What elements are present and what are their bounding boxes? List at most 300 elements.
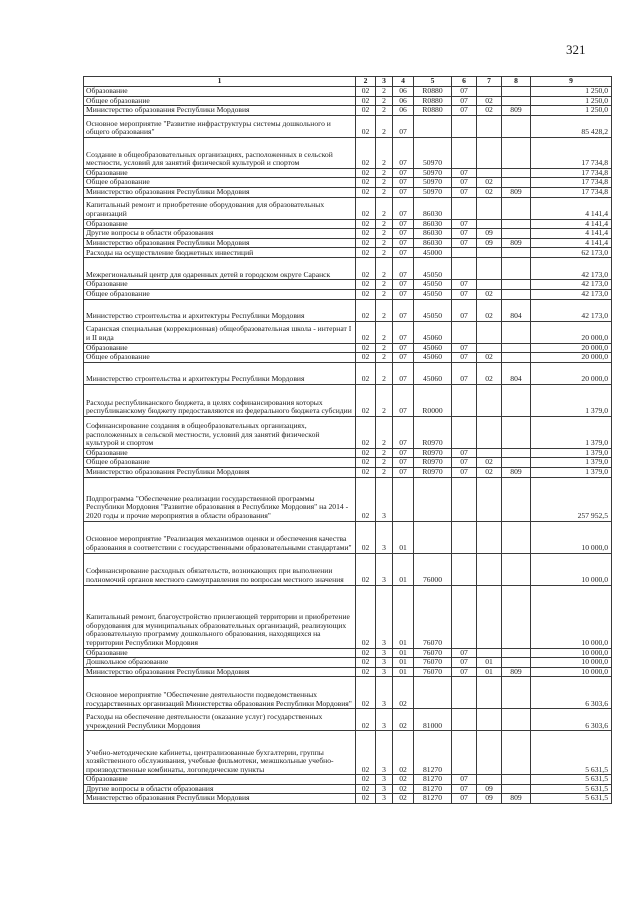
code-cell <box>452 137 477 168</box>
header-cell: 6 <box>452 77 477 87</box>
code-cell: 2 <box>376 289 393 299</box>
table-row <box>84 458 612 468</box>
code-cell: 81270 <box>414 794 452 804</box>
table-row <box>84 137 612 168</box>
code-cell: 3 <box>376 784 393 794</box>
code-cell: 3 <box>376 658 393 668</box>
code-cell: 01 <box>393 658 414 668</box>
code-cell: 45060 <box>414 362 452 384</box>
code-cell <box>477 677 502 709</box>
amount-cell: 1 379,0 <box>531 467 612 477</box>
amount-cell: 42 173,0 <box>531 280 612 290</box>
code-cell: 76000 <box>414 553 452 585</box>
table-row <box>84 477 612 521</box>
amount-cell: 6 303,6 <box>531 677 612 709</box>
row-name-cell: Основное мероприятие "Реализация механизмов оценки и обеспечения качества образования в соответствии с государственными образовательными стандартами" <box>84 521 356 553</box>
code-cell: 07 <box>393 115 414 137</box>
code-cell: 02 <box>356 458 376 468</box>
row-name-cell: Образование <box>84 168 356 178</box>
code-cell: 02 <box>356 115 376 137</box>
amount-cell: 1 379,0 <box>531 458 612 468</box>
row-name-cell: Образование <box>84 280 356 290</box>
code-cell: 02 <box>356 137 376 168</box>
code-cell <box>414 521 452 553</box>
code-cell: 06 <box>393 96 414 106</box>
code-cell <box>502 168 531 178</box>
code-cell <box>477 168 502 178</box>
code-cell: 02 <box>393 794 414 804</box>
row-name-cell: Образование <box>84 448 356 458</box>
code-cell: 07 <box>452 353 477 363</box>
code-cell: 02 <box>356 677 376 709</box>
code-cell: 02 <box>356 709 376 731</box>
code-cell <box>452 677 477 709</box>
table-row <box>84 677 612 709</box>
code-cell: 76070 <box>414 648 452 658</box>
code-cell <box>502 229 531 239</box>
code-cell: 02 <box>356 648 376 658</box>
row-name-cell: Образование <box>84 87 356 97</box>
code-cell: 2 <box>376 137 393 168</box>
code-cell: 02 <box>356 775 376 785</box>
code-cell: R0880 <box>414 87 452 97</box>
row-name-cell: Межрегиональный центр для одаренных детей в городском округе Саранск <box>84 258 356 280</box>
code-cell <box>502 353 531 363</box>
row-name-cell: Министерство образования Республики Мордовия <box>84 794 356 804</box>
amount-cell: 42 173,0 <box>531 299 612 321</box>
code-cell <box>477 448 502 458</box>
code-cell: 2 <box>376 96 393 106</box>
table-row <box>84 585 612 648</box>
code-cell <box>502 553 531 585</box>
code-cell: 02 <box>356 667 376 677</box>
table-row <box>84 784 612 794</box>
code-cell: 809 <box>502 106 531 116</box>
code-cell <box>477 87 502 97</box>
table-row <box>84 648 612 658</box>
amount-cell: 10 000,0 <box>531 585 612 648</box>
code-cell <box>452 477 477 521</box>
code-cell: 02 <box>393 709 414 731</box>
row-name-cell: Министерство строительства и архитектуры Республики Мордовия <box>84 362 356 384</box>
code-cell: 2 <box>376 238 393 248</box>
code-cell: 3 <box>376 553 393 585</box>
code-cell: 02 <box>356 299 376 321</box>
code-cell: 76070 <box>414 667 452 677</box>
code-cell: 02 <box>477 96 502 106</box>
code-cell: 2 <box>376 106 393 116</box>
amount-cell: 17 734,8 <box>531 137 612 168</box>
code-cell: 02 <box>393 731 414 775</box>
code-cell <box>477 477 502 521</box>
code-cell: 02 <box>356 187 376 197</box>
code-cell: 45050 <box>414 299 452 321</box>
code-cell <box>502 343 531 353</box>
code-cell: 07 <box>452 458 477 468</box>
amount-cell: 42 173,0 <box>531 258 612 280</box>
code-cell: 2 <box>376 299 393 321</box>
code-cell: 07 <box>393 248 414 258</box>
code-cell <box>502 585 531 648</box>
table-row <box>84 115 612 137</box>
amount-cell: 5 631,5 <box>531 731 612 775</box>
code-cell <box>477 648 502 658</box>
amount-cell: 10 000,0 <box>531 658 612 668</box>
code-cell: 02 <box>356 467 376 477</box>
code-cell: 3 <box>376 667 393 677</box>
code-cell: 2 <box>376 258 393 280</box>
code-cell: 02 <box>356 448 376 458</box>
row-name-cell: Образование <box>84 775 356 785</box>
code-cell: 81270 <box>414 784 452 794</box>
code-cell: 3 <box>376 775 393 785</box>
code-cell <box>502 658 531 668</box>
code-cell: 07 <box>452 448 477 458</box>
code-cell <box>452 321 477 343</box>
table-row <box>84 219 612 229</box>
row-name-cell: Общее образование <box>84 96 356 106</box>
amount-cell: 62 173,0 <box>531 248 612 258</box>
code-cell: 3 <box>376 585 393 648</box>
code-cell: 07 <box>393 178 414 188</box>
row-name-cell: Капитальный ремонт и приобретение оборудования для образовательных организаций <box>84 197 356 219</box>
row-name-cell: Создание в общеобразовательных организациях, расположенных в сельской местности, условий для занятий физической культурой и спортом <box>84 137 356 168</box>
code-cell: 07 <box>452 648 477 658</box>
code-cell <box>502 87 531 97</box>
code-cell: 2 <box>376 467 393 477</box>
table-row <box>84 658 612 668</box>
code-cell: 07 <box>393 458 414 468</box>
row-name-cell: Общее образование <box>84 289 356 299</box>
table-row <box>84 521 612 553</box>
code-cell <box>477 137 502 168</box>
table-row <box>84 258 612 280</box>
code-cell <box>452 384 477 416</box>
amount-cell: 5 631,5 <box>531 794 612 804</box>
amount-cell: 1 250,0 <box>531 87 612 97</box>
code-cell: 02 <box>356 168 376 178</box>
header-cell: 2 <box>356 77 376 87</box>
code-cell: R0970 <box>414 458 452 468</box>
code-cell: 07 <box>452 106 477 116</box>
table-row <box>84 709 612 731</box>
code-cell <box>477 731 502 775</box>
code-cell: 804 <box>502 362 531 384</box>
amount-cell: 20 000,0 <box>531 343 612 353</box>
table-row <box>84 178 612 188</box>
code-cell: 07 <box>393 343 414 353</box>
row-name-cell: Учебно-методические кабинеты, централизованные бухгалтерии, группы хозяйственного обслуживания, учебные фильмотеки, межшкольные учебно-производственные комбинаты, логопедические пункты <box>84 731 356 775</box>
code-cell: 45050 <box>414 289 452 299</box>
amount-cell: 4 141,4 <box>531 197 612 219</box>
page-number: 321 <box>566 42 586 57</box>
code-cell: 02 <box>356 289 376 299</box>
code-cell: R0970 <box>414 448 452 458</box>
code-cell: 02 <box>356 258 376 280</box>
code-cell <box>502 258 531 280</box>
amount-cell: 4 141,4 <box>531 219 612 229</box>
code-cell: 81270 <box>414 731 452 775</box>
code-cell: 07 <box>452 658 477 668</box>
row-name-cell: Общее образование <box>84 353 356 363</box>
code-cell: 3 <box>376 709 393 731</box>
code-cell: 86030 <box>414 229 452 239</box>
code-cell: 07 <box>393 384 414 416</box>
code-cell: 45060 <box>414 321 452 343</box>
amount-cell: 6 303,6 <box>531 709 612 731</box>
header-cell: 9 <box>531 77 612 87</box>
row-name-cell: Основное мероприятие "Развитие инфраструктуры системы дошкольного и общего образования" <box>84 115 356 137</box>
header-cell: 4 <box>393 77 414 87</box>
table-header-row <box>84 77 612 87</box>
table-row <box>84 187 612 197</box>
code-cell: 50970 <box>414 168 452 178</box>
row-name-cell: Министерство строительства и архитектуры Республики Мордовия <box>84 299 356 321</box>
code-cell: 02 <box>356 553 376 585</box>
code-cell: 02 <box>356 353 376 363</box>
code-cell: 02 <box>477 362 502 384</box>
table-row <box>84 384 612 416</box>
amount-cell: 20 000,0 <box>531 353 612 363</box>
table-row <box>84 353 612 363</box>
code-cell: 2 <box>376 115 393 137</box>
code-cell <box>477 248 502 258</box>
code-cell: 76070 <box>414 585 452 648</box>
code-cell <box>502 709 531 731</box>
code-cell: 2 <box>376 321 393 343</box>
amount-cell: 10 000,0 <box>531 553 612 585</box>
code-cell: 2 <box>376 197 393 219</box>
table-row <box>84 299 612 321</box>
code-cell <box>452 709 477 731</box>
code-cell <box>502 321 531 343</box>
code-cell: 07 <box>393 168 414 178</box>
code-cell <box>452 248 477 258</box>
table-row <box>84 321 612 343</box>
code-cell: 07 <box>452 775 477 785</box>
code-cell: 07 <box>452 187 477 197</box>
code-cell <box>452 115 477 137</box>
code-cell: 02 <box>356 229 376 239</box>
code-cell: 02 <box>393 775 414 785</box>
code-cell <box>502 384 531 416</box>
row-name-cell: Министерство образования Республики Мордовия <box>84 106 356 116</box>
code-cell: 07 <box>452 794 477 804</box>
row-name-cell: Общее образование <box>84 178 356 188</box>
row-name-cell: Министерство образования Республики Мордовия <box>84 238 356 248</box>
code-cell: 86030 <box>414 197 452 219</box>
code-cell: 2 <box>376 187 393 197</box>
amount-cell: 4 141,4 <box>531 229 612 239</box>
code-cell <box>477 521 502 553</box>
code-cell: 809 <box>502 238 531 248</box>
code-cell: 2 <box>376 416 393 448</box>
table-row <box>84 416 612 448</box>
code-cell: 06 <box>393 106 414 116</box>
code-cell: 07 <box>393 197 414 219</box>
code-cell: 07 <box>452 96 477 106</box>
row-name-cell: Расходы республиканского бюджета, в целях софинансирования которых республиканскому бюджету предоставляются из федерального бюджета субсидии <box>84 384 356 416</box>
header-cell: 7 <box>477 77 502 87</box>
code-cell <box>477 280 502 290</box>
code-cell: 02 <box>477 353 502 363</box>
amount-cell: 20 000,0 <box>531 362 612 384</box>
code-cell: 02 <box>477 178 502 188</box>
code-cell <box>477 709 502 731</box>
code-cell: 02 <box>356 585 376 648</box>
amount-cell: 17 734,8 <box>531 187 612 197</box>
row-name-cell: Дошкольное образование <box>84 658 356 668</box>
code-cell: 07 <box>393 280 414 290</box>
code-cell <box>477 115 502 137</box>
row-name-cell: Другие вопросы в области образования <box>84 784 356 794</box>
code-cell <box>502 521 531 553</box>
amount-cell: 10 000,0 <box>531 667 612 677</box>
row-name-cell: Капитальный ремонт, благоустройство прилегающей территории и приобретение оборудования для муниципальных образовательных организаций, реализующих образовательную программу дошкольного образования, находящихся на территории Республики Мордовия <box>84 585 356 648</box>
code-cell <box>502 416 531 448</box>
code-cell <box>502 448 531 458</box>
code-cell <box>477 258 502 280</box>
amount-cell: 17 734,8 <box>531 168 612 178</box>
amount-cell: 17 734,8 <box>531 178 612 188</box>
row-name-cell: Расходы на осуществление бюджетных инвестиций <box>84 248 356 258</box>
row-name-cell: Подпрограмма "Обеспечение реализации государственной программы Республики Мордовия "Развитие образования в Республике Мордовия" на 2014 - 2020 годы и прочие мероприятия в области образования" <box>84 477 356 521</box>
code-cell: 50970 <box>414 187 452 197</box>
code-cell: 02 <box>356 106 376 116</box>
code-cell <box>502 219 531 229</box>
code-cell: 02 <box>356 794 376 804</box>
code-cell: 809 <box>502 794 531 804</box>
amount-cell: 1 379,0 <box>531 416 612 448</box>
code-cell: 02 <box>356 178 376 188</box>
code-cell <box>452 731 477 775</box>
code-cell: R0970 <box>414 416 452 448</box>
row-name-cell: Софинансирование создания в общеобразовательных организациях, расположенных в сельской местности, условий для занятий физической культурой и спортом <box>84 416 356 448</box>
code-cell: R0880 <box>414 96 452 106</box>
code-cell <box>477 219 502 229</box>
code-cell: 07 <box>452 229 477 239</box>
code-cell <box>502 677 531 709</box>
code-cell: 45050 <box>414 280 452 290</box>
code-cell: 45060 <box>414 353 452 363</box>
code-cell: 804 <box>502 299 531 321</box>
table-row <box>84 87 612 97</box>
code-cell: 02 <box>356 219 376 229</box>
table-row <box>84 229 612 239</box>
code-cell: 02 <box>477 187 502 197</box>
code-cell: 07 <box>452 178 477 188</box>
code-cell <box>477 585 502 648</box>
row-name-cell: Общее образование <box>84 458 356 468</box>
code-cell <box>502 178 531 188</box>
code-cell: 2 <box>376 448 393 458</box>
code-cell: 2 <box>376 219 393 229</box>
table-row <box>84 106 612 116</box>
code-cell: 45000 <box>414 248 452 258</box>
code-cell: 02 <box>356 238 376 248</box>
code-cell: 02 <box>356 280 376 290</box>
code-cell: 02 <box>477 458 502 468</box>
amount-cell: 5 631,5 <box>531 784 612 794</box>
table-row <box>84 467 612 477</box>
code-cell: 02 <box>356 321 376 343</box>
code-cell: 2 <box>376 458 393 468</box>
code-cell <box>502 96 531 106</box>
code-cell: 06 <box>393 87 414 97</box>
code-cell: 02 <box>356 87 376 97</box>
code-cell: 07 <box>393 467 414 477</box>
code-cell <box>502 248 531 258</box>
code-cell <box>502 197 531 219</box>
table-row <box>84 238 612 248</box>
code-cell: 02 <box>393 784 414 794</box>
code-cell: 2 <box>376 280 393 290</box>
row-name-cell: Образование <box>84 648 356 658</box>
code-cell: 07 <box>452 238 477 248</box>
amount-cell: 10 000,0 <box>531 521 612 553</box>
code-cell <box>452 258 477 280</box>
code-cell: 50970 <box>414 137 452 168</box>
table-row <box>84 667 612 677</box>
code-cell <box>477 384 502 416</box>
code-cell: 809 <box>502 467 531 477</box>
amount-cell: 1 250,0 <box>531 96 612 106</box>
code-cell: 809 <box>502 187 531 197</box>
code-cell: 01 <box>477 667 502 677</box>
code-cell: 809 <box>502 667 531 677</box>
code-cell: 07 <box>393 321 414 343</box>
code-cell: 07 <box>393 353 414 363</box>
code-cell: 07 <box>452 667 477 677</box>
table-row <box>84 289 612 299</box>
code-cell: 45060 <box>414 343 452 353</box>
amount-cell: 10 000,0 <box>531 648 612 658</box>
code-cell <box>414 115 452 137</box>
code-cell: 02 <box>477 299 502 321</box>
code-cell: 01 <box>393 648 414 658</box>
code-cell: 07 <box>452 87 477 97</box>
amount-cell: 42 173,0 <box>531 289 612 299</box>
code-cell: 01 <box>393 553 414 585</box>
code-cell: 07 <box>452 168 477 178</box>
amount-cell: 1 379,0 <box>531 384 612 416</box>
code-cell: 3 <box>376 477 393 521</box>
amount-cell: 1 250,0 <box>531 106 612 116</box>
code-cell: 76070 <box>414 658 452 668</box>
row-name-cell: Образование <box>84 219 356 229</box>
code-cell: 02 <box>356 197 376 219</box>
code-cell: 07 <box>452 289 477 299</box>
table-row <box>84 448 612 458</box>
amount-cell: 257 952,5 <box>531 477 612 521</box>
code-cell: 3 <box>376 731 393 775</box>
code-cell: 07 <box>452 219 477 229</box>
table-row <box>84 343 612 353</box>
code-cell: 02 <box>356 658 376 668</box>
code-cell: 2 <box>376 343 393 353</box>
code-cell: 3 <box>376 794 393 804</box>
code-cell: 3 <box>376 521 393 553</box>
code-cell: 07 <box>393 187 414 197</box>
header-cell: 5 <box>414 77 452 87</box>
code-cell: 07 <box>393 416 414 448</box>
table-row <box>84 96 612 106</box>
code-cell: 02 <box>356 248 376 258</box>
table-row <box>84 280 612 290</box>
amount-cell: 20 000,0 <box>531 321 612 343</box>
code-cell: R0970 <box>414 467 452 477</box>
code-cell <box>502 731 531 775</box>
